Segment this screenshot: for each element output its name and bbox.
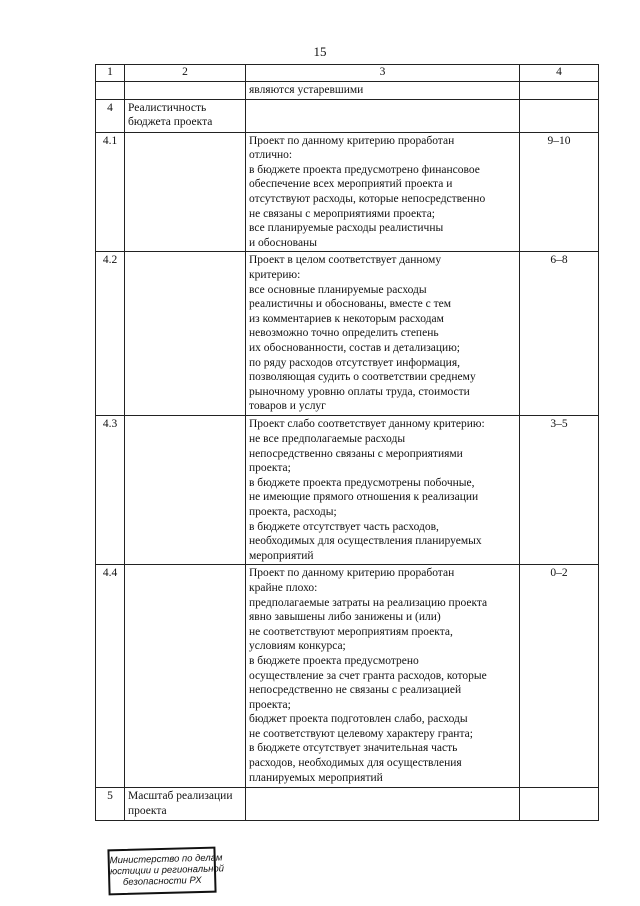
column-header: 3 bbox=[246, 65, 520, 82]
description-line: не связаны с мероприятиями проекта; bbox=[249, 207, 435, 220]
description-line: Проект в целом соответствует данному bbox=[249, 254, 442, 267]
description-line: в бюджете проекта предусмотрены побочные, bbox=[249, 476, 475, 489]
description-line: мероприятий bbox=[249, 549, 314, 562]
description-line: Проект по данному критерию проработан bbox=[249, 134, 455, 147]
table-row bbox=[96, 252, 599, 416]
criterion-description bbox=[246, 788, 520, 821]
table-row bbox=[96, 416, 599, 565]
criterion-number: 4 bbox=[96, 99, 125, 132]
table-row bbox=[96, 82, 599, 100]
criterion-name bbox=[125, 416, 246, 565]
description-line: предполагаемые затраты на реализацию проекта bbox=[249, 596, 488, 609]
stamp-line: юстиции и региональной bbox=[109, 863, 225, 878]
table-row bbox=[96, 565, 599, 788]
criterion-name bbox=[125, 82, 246, 100]
table-row bbox=[96, 99, 599, 132]
description-line: явно завышены либо занижены и (или) bbox=[249, 611, 441, 624]
description-line: в бюджете проекта предусмотрено финансовое bbox=[249, 163, 480, 176]
score-range: 0–2 bbox=[520, 565, 599, 788]
column-header: 1 bbox=[96, 65, 125, 82]
description-line: не все предполагаемые расходы bbox=[249, 432, 406, 445]
description-line: проекта; bbox=[249, 698, 291, 711]
criterion-name bbox=[125, 565, 246, 788]
description-line: не соответствуют целевому характеру гранта; bbox=[249, 727, 473, 740]
description-line: бюджет проекта подготовлен слабо, расходы bbox=[249, 713, 468, 726]
description-line: условиям конкурса; bbox=[249, 640, 346, 653]
page-number: 15 bbox=[313, 44, 327, 59]
description-line: расходов, необходимых для осуществления bbox=[249, 757, 462, 770]
table-row bbox=[96, 132, 599, 252]
description-line: проекта, расходы; bbox=[249, 505, 337, 518]
criterion-number: 4.3 bbox=[96, 416, 125, 565]
criterion-number: 5 bbox=[96, 788, 125, 821]
description-line: и обоснованы bbox=[249, 236, 317, 249]
description-line: все планируемые расходы реалистичны bbox=[249, 222, 444, 235]
description-line: не соответствуют мероприятиям проекта, bbox=[249, 625, 453, 638]
description-line: необходимых для осуществления планируемых bbox=[249, 535, 482, 548]
criterion-number: 4.1 bbox=[96, 132, 125, 252]
criterion-description bbox=[246, 82, 520, 100]
description-line: в бюджете проекта предусмотрено bbox=[249, 654, 419, 667]
ministry-stamp bbox=[107, 847, 225, 896]
table-row bbox=[96, 788, 599, 821]
criterion-name: Масштаб реализации проекта bbox=[125, 788, 246, 821]
description-line: товаров и услуг bbox=[249, 400, 326, 413]
description-line: из комментариев к некоторым расходам bbox=[249, 312, 444, 325]
description-line: по ряду расходов отсутствует информация, bbox=[249, 356, 461, 369]
column-header: 2 bbox=[125, 65, 246, 82]
description-line: позволяющая судить о соответствии среднему bbox=[249, 371, 476, 384]
score-range bbox=[520, 99, 599, 132]
description-line: в бюджете отсутствует значительная часть bbox=[249, 742, 458, 755]
description-line: все основные планируемые расходы bbox=[249, 283, 427, 296]
description-line: обеспечение всех мероприятий проекта и bbox=[249, 178, 453, 191]
criterion-name bbox=[125, 252, 246, 416]
description-line: непосредственно не связаны с реализацией bbox=[249, 684, 462, 697]
criterion-description bbox=[246, 132, 520, 252]
description-line: реалистичны и обоснованы, вместе с тем bbox=[249, 298, 452, 311]
description-line: осуществление за счет гранта расходов, которые bbox=[249, 669, 487, 682]
stamp-line: Министерство по делам bbox=[109, 852, 223, 867]
description-line: Проект слабо соответствует данному критерию: bbox=[249, 418, 485, 431]
score-range bbox=[520, 82, 599, 100]
description-line: отлично: bbox=[249, 149, 293, 162]
criterion-number bbox=[96, 82, 125, 100]
table-header-row bbox=[96, 65, 599, 82]
description-line: являются устаревшими bbox=[249, 84, 364, 96]
criterion-description bbox=[246, 416, 520, 565]
description-line: невозможно точно определить степень bbox=[249, 327, 439, 340]
description-line: непосредственно связаны с мероприятиями bbox=[249, 447, 463, 460]
description-line: проекта; bbox=[249, 462, 291, 475]
description-line: рыночному уровню оплаты труда, стоимости bbox=[249, 385, 470, 398]
description-line: их обоснованности, состав и детализацию; bbox=[249, 341, 460, 354]
score-range: 9–10 bbox=[520, 132, 599, 252]
description-line: не имеющие прямого отношения к реализации bbox=[249, 491, 479, 504]
criterion-number: 4.2 bbox=[96, 252, 125, 416]
description-line: критерию: bbox=[249, 268, 301, 281]
score-range: 3–5 bbox=[520, 416, 599, 565]
criterion-name bbox=[125, 132, 246, 252]
criteria-table bbox=[95, 64, 599, 821]
description-line: крайне плохо: bbox=[249, 581, 318, 594]
stamp-line: безопасности РХ bbox=[122, 874, 202, 889]
column-header: 4 bbox=[520, 65, 599, 82]
score-range bbox=[520, 788, 599, 821]
score-range: 6–8 bbox=[520, 252, 599, 416]
criterion-description bbox=[246, 99, 520, 132]
description-line: Проект по данному критерию проработан bbox=[249, 567, 455, 580]
description-line: в бюджете отсутствует часть расходов, bbox=[249, 520, 439, 533]
criterion-number: 4.4 bbox=[96, 565, 125, 788]
criterion-description bbox=[246, 252, 520, 416]
description-line: отсутствуют расходы, которые непосредственно bbox=[249, 192, 486, 205]
criterion-description bbox=[246, 565, 520, 788]
description-line: планируемых мероприятий bbox=[249, 771, 383, 784]
criterion-name: Реалистичность бюджета проекта bbox=[125, 99, 246, 132]
